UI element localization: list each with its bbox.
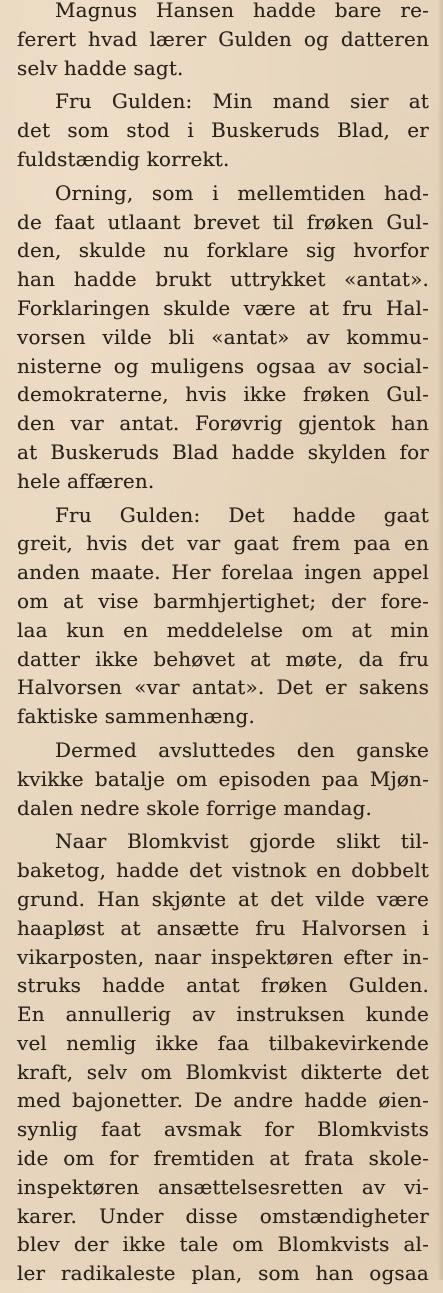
text-line: med bajonetter. De andre hadde øien- <box>17 1088 429 1113</box>
text-line: at Buskeruds Blad hadde skylden for <box>17 439 429 464</box>
text-line: Halvorsen «var antat». Det er sakens <box>17 675 429 700</box>
paragraph <box>17 501 429 731</box>
text-line: demokraterne, hvis ikke frøken Gul- <box>17 382 429 407</box>
text-line: vikarposten, naar inspektøren efter in- <box>17 944 429 969</box>
text-line: den var antat. Forøvrig gjentok han <box>17 411 429 436</box>
paragraph <box>17 0 429 82</box>
text-line: nisterne og muligens ogsaa av social- <box>17 353 429 378</box>
text-line: Fru Gulden: Det hadde gaat <box>55 502 429 527</box>
text-line: fuldstændig korrekt. <box>17 146 230 171</box>
text-line: anden maate. Her forelaa ingen appel <box>17 560 429 585</box>
text-line: Orning, som i mellemtiden had- <box>55 180 429 205</box>
paragraph <box>17 736 429 822</box>
text-line: Dermed avsluttedes den ganske <box>55 737 429 762</box>
page-fold-shadow <box>437 0 443 1280</box>
text-line: ler radikaleste plan, som han ogsaa <box>17 1261 429 1286</box>
text-line: kvikke batalje om episoden paa Mjøn- <box>17 766 429 791</box>
text-line: En annullerig av instruksen kunde <box>17 1002 429 1027</box>
text-line: faktiske sammenhæng. <box>17 704 256 729</box>
text-line: dalen nedre skole forrige mandag. <box>17 795 373 820</box>
text-line: haapløst at ansætte fru Halvorsen i <box>17 915 429 940</box>
paragraph <box>17 827 429 1288</box>
text-line: vorsen vilde bli «antat» av kommu- <box>17 324 429 349</box>
text-line: struks hadde antat frøken Gulden. <box>17 973 429 998</box>
text-line: blev der ikke tale om Blomkvists al- <box>17 1232 429 1257</box>
text-line: laa kun en meddelelse om at min <box>17 617 429 642</box>
text-line: kraft, selv om Blomkvist dikterte det <box>17 1059 429 1084</box>
text-line: ide om for fremtiden at frata skole- <box>17 1146 429 1171</box>
text-line: de faat utlaant brevet til frøken Gul- <box>17 209 429 234</box>
text-line: Naar Blomkvist gjorde slikt til- <box>55 829 429 854</box>
text-line: greit, hvis det var gaat frem paa en <box>17 531 429 556</box>
text-line: det som stod i Buskeruds Blad, er <box>17 118 429 143</box>
text-line: karer. Under disse omstændigheter <box>17 1203 429 1228</box>
text-line: selv hadde sagt. <box>17 55 184 80</box>
text-line: inspektøren ansættelsesretten av vi- <box>17 1174 429 1199</box>
text-line: hele affæren. <box>17 468 155 493</box>
paragraph <box>17 87 429 173</box>
paragraph <box>17 179 429 496</box>
text-line: han hadde brukt uttrykket «antat». <box>17 267 429 292</box>
newspaper-column <box>17 0 429 1293</box>
text-line: datter ikke behøvet at møte, da fru <box>17 646 429 671</box>
text-line: grund. Han skjønte at det vilde være <box>17 886 429 911</box>
text-line: den, skulde nu forklare sig hvorfor <box>17 238 429 263</box>
text-line: baketog, hadde det vistnok en dobbelt <box>17 858 429 883</box>
text-line: Fru Gulden: Min mand sier at <box>55 89 429 114</box>
text-line: om at vise barmhjertighet; der fore- <box>17 588 429 613</box>
text-line: Forklaringen skulde være at fru Hal- <box>17 295 429 320</box>
text-line: ferert hvad lærer Gulden og datteren <box>17 26 429 51</box>
text-line: vel nemlig ikke faa tilbakevirkende <box>17 1030 429 1055</box>
text-line: Magnus Hansen hadde bare re- <box>55 0 429 22</box>
text-line: synlig faat avsmak for Blomkvists <box>17 1117 429 1142</box>
